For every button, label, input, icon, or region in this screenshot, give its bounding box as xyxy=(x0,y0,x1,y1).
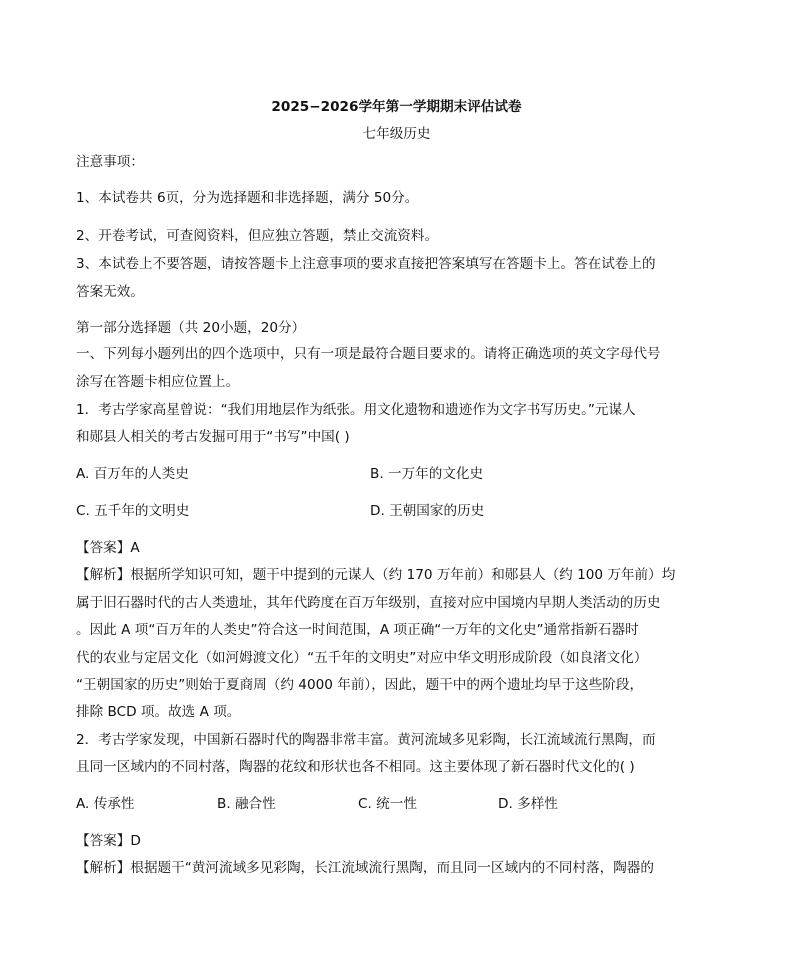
notice-item: 2、开卷考试，可查阅资料，但应独立答题，禁止交流资料。 xyxy=(76,228,439,244)
notice-heading: 注意事项： xyxy=(76,154,144,170)
question-2-option-b: B. 融合性 xyxy=(217,796,276,812)
exam-title: 2025−2026学年第一学期期末评估试卷 xyxy=(271,99,522,115)
question-2-answer: 【答案】D xyxy=(76,833,141,849)
question-1-analysis: “王朝国家的历史”则始于夏商周（约 4000 年前），因此，题干中的两个遗址均早于这些阶段， xyxy=(76,677,644,693)
section-instruction: 一、下列每小题列出的四个选项中，只有一项是最符合题目要求的。请将正确选项的英文字母代号 xyxy=(76,346,661,362)
question-2-option-c: C. 统一性 xyxy=(358,796,417,812)
notice-item: 3、本试卷上不要答题，请按答题卡上注意事项的要求直接把答案填写在答题卡上。答在试卷上的 xyxy=(76,256,656,272)
notice-item-continued: 答案无效。 xyxy=(76,284,144,300)
section-instruction: 涂写在答题卡相应位置上。 xyxy=(76,374,240,390)
question-2-stem: 2．考古学家发现，中国新石器时代的陶器非常丰富。黄河流域多见彩陶，长江流域流行黑陶，而 xyxy=(76,732,656,748)
question-1-option-a: A. 百万年的人类史 xyxy=(76,466,189,482)
section-title: 第一部分选择题（共 20小题，20分） xyxy=(76,320,306,336)
question-1-analysis: 【解析】根据所学知识可知，题干中提到的元谋人（约 170 万年前）和郧县人（约 100 万年前）均 xyxy=(76,567,676,583)
question-1-option-c: C. 五千年的文明史 xyxy=(76,503,190,519)
question-1-answer: 【答案】A xyxy=(76,540,140,556)
question-2-analysis: 【解析】根据题干“黄河流域多见彩陶，长江流域流行黑陶，而且同一区域内的不同村落，陶器的 xyxy=(76,860,654,876)
question-1-stem: 1．考古学家高星曾说：“我们用地层作为纸张。用文化遗物和遗迹作为文字书写历史。”元谋人 xyxy=(76,402,636,418)
notice-item: 1、本试卷共 6页，分为选择题和非选择题，满分 50分。 xyxy=(76,190,419,206)
question-1-option-d: D. 王朝国家的历史 xyxy=(370,503,485,519)
question-1-analysis: 。因此 A 项“百万年的人类史”符合这一时间范围，A 项正确“一万年的文化史”通常指新石器时 xyxy=(76,622,639,638)
question-1-analysis: 属于旧石器时代的古人类遗址，其年代跨度在百万年级别，直接对应中国境内早期人类活动的历史 xyxy=(76,595,661,611)
question-2-stem: 且同一区域内的不同村落，陶器的花纹和形状也各不相同。这主要体现了新石器时代文化的( ) xyxy=(76,759,635,775)
question-1-option-b: B. 一万年的文化史 xyxy=(370,466,484,482)
question-1-stem: 和郧县人相关的考古发掘可用于“书写”中国( ) xyxy=(76,429,350,445)
question-2-option-a: A. 传承性 xyxy=(76,796,135,812)
exam-subject: 七年级历史 xyxy=(362,126,431,142)
question-1-analysis: 代的农业与定居文化（如河姆渡文化）“五千年的文明史”对应中华文明形成阶段（如良渚文化） xyxy=(76,650,648,666)
question-2-option-d: D. 多样性 xyxy=(498,796,558,812)
question-1-analysis: 排除 BCD 项。故选 A 项。 xyxy=(76,704,241,720)
